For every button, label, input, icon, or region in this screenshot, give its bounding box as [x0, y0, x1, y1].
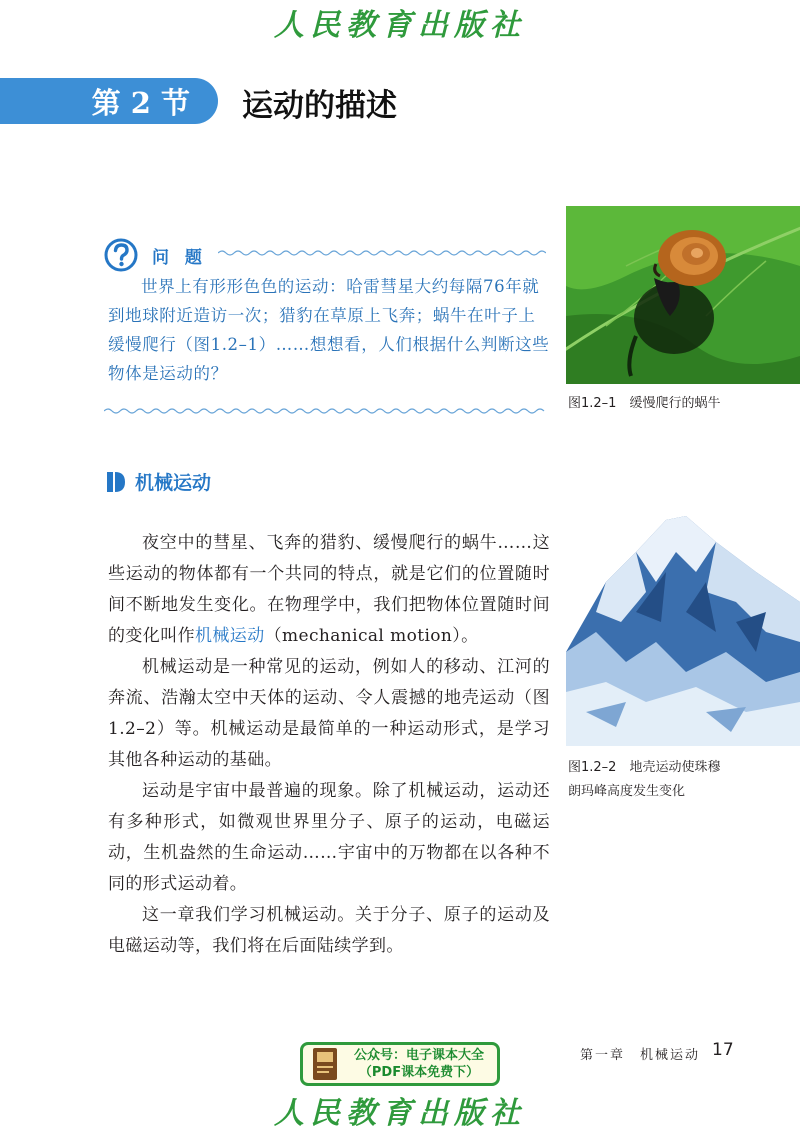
watermark-stamp — [300, 1042, 500, 1086]
section-number-tab: 第 2 节 — [0, 78, 218, 124]
publisher-logo-bottom: 人民教育出版社 — [274, 1096, 526, 1131]
question-mark-icon — [104, 238, 138, 272]
paragraph-1: 夜空中的彗星、飞奔的猎豹、缓慢爬行的蜗牛……这些运动的物体都有一个共同的特点，就是它们的位置随时间不断地发生变化。在物理学中，我们把物体位置随时间的变化叫作机械运动（mechanical motion）。 — [108, 533, 550, 646]
heading-marker-icon — [107, 472, 125, 492]
snail-photo — [566, 206, 800, 384]
stamp-line-1: 公众号：电子课本大全 — [353, 1048, 484, 1063]
subsection-heading-text: 机械运动 — [135, 472, 212, 494]
section-title: 运动的描述 — [242, 88, 397, 124]
paragraph-4: 这一章我们学习机械运动。关于分子、原子的运动及电磁运动等，我们将在后面陆续学到。 — [108, 905, 550, 956]
stamp-line-2: （PDF课本免费下） — [358, 1065, 480, 1080]
figure-caption-2: 图1.2–2 地壳运动使珠穆 朗玛峰高度发生变化 — [568, 760, 721, 799]
question-label: 问 题 — [152, 248, 207, 268]
figure-caption-1: 图1.2–1 缓慢爬行的蜗牛 — [568, 396, 721, 411]
keyword-mechanical-motion: 机械运动 — [195, 626, 265, 646]
wavy-divider-bottom — [104, 406, 548, 416]
mountain-photo — [566, 512, 800, 746]
main-body — [108, 528, 550, 962]
paragraph-3: 运动是宇宙中最普遍的现象。除了机械运动，运动还有多种形式，如微观世界里分子、原子的运动，电磁运动，生机盎然的生命运动……宇宙中的万物都在以各种不同的形式运动着。 — [108, 781, 550, 894]
paragraph-2: 机械运动是一种常见的运动，例如人的移动、江河的奔流、浩瀚太空中天体的运动、令人震撼的地壳运动（图1.2–2）等。机械运动是最简单的一种运动形式，是学习其他各种运动的基础。 — [108, 657, 550, 770]
publisher-logo-top: 人民教育出版社 — [274, 8, 526, 43]
wavy-divider-top — [218, 248, 546, 258]
question-text: 世界上有形形色色的运动：哈雷彗星大约每隔76年就到地球附近造访一次；猎豹在草原上飞奔；蜗牛在叶子上缓慢爬行（图1.2–1）……想想看，人们根据什么判断这些物体是运动的？ — [108, 277, 550, 383]
footer-chapter: 第一章 机械运动 — [580, 1048, 701, 1063]
book-icon — [311, 1046, 341, 1082]
page-number: 17 — [712, 1040, 734, 1060]
subsection-heading — [107, 468, 211, 495]
